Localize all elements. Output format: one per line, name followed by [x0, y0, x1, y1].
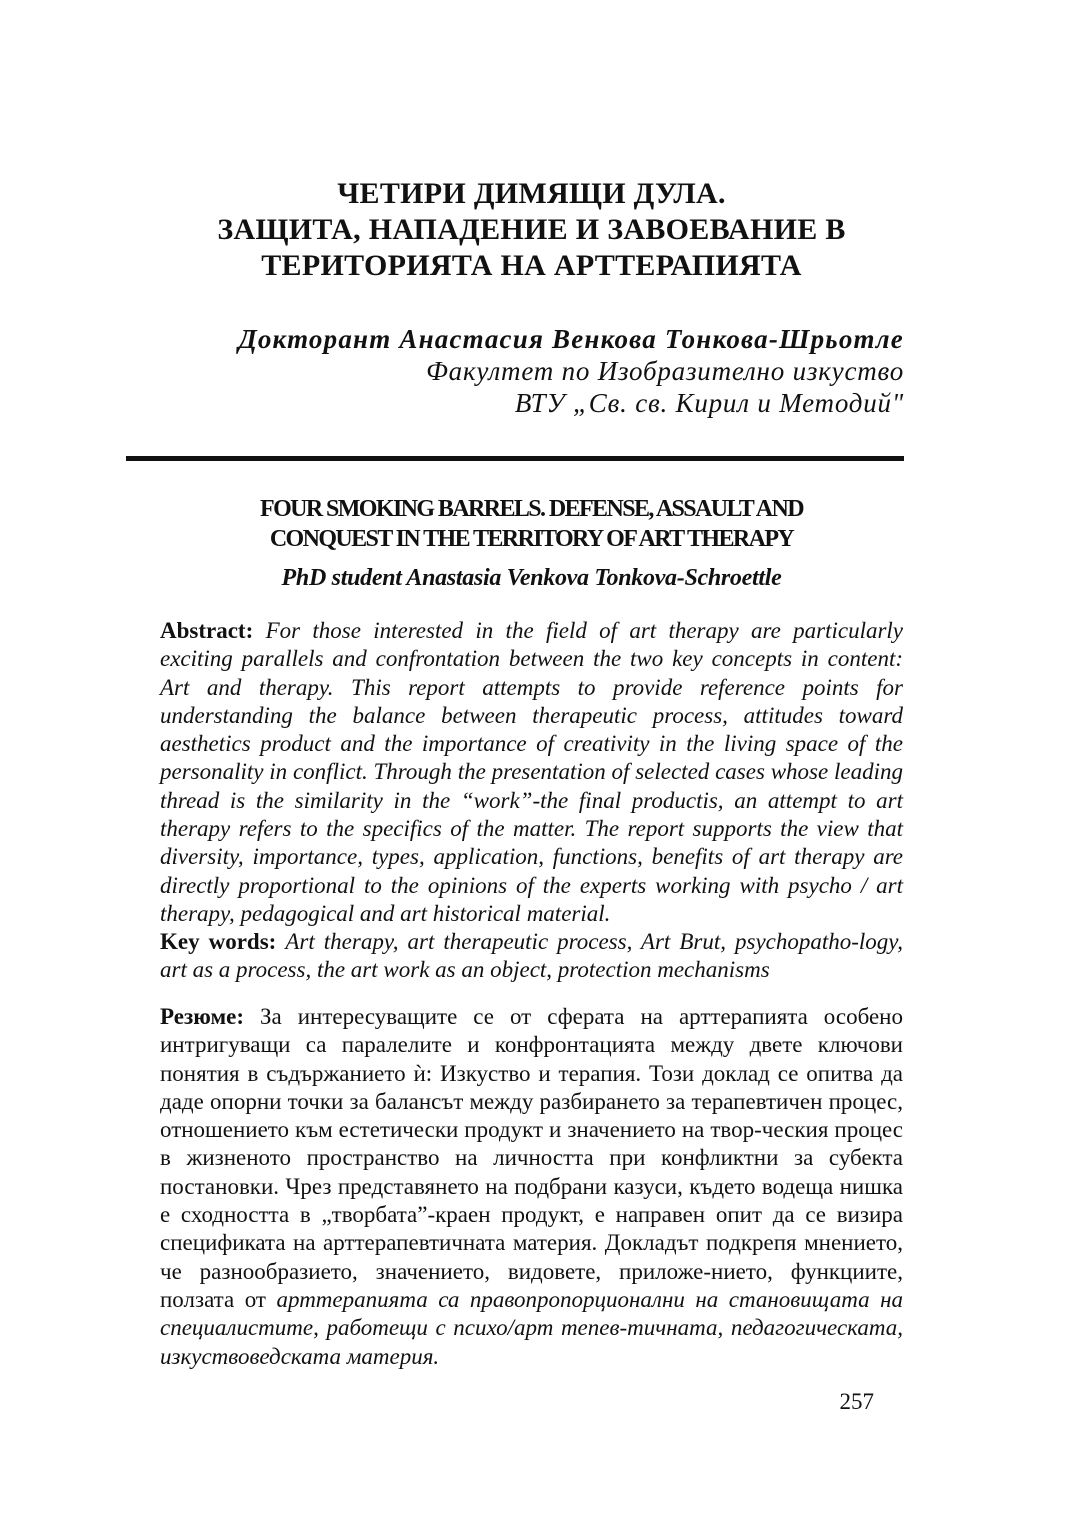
- english-title: [160, 494, 903, 554]
- english-title-line-1: FOUR SMOKING BARRELS. DEFENSE, ASSAULT AND: [260, 496, 803, 522]
- english-author: PhD student Anastasia Venkova Tonkova-Schroettle: [281, 565, 782, 591]
- resume-text-italic: арттерапията са правопропорционални на становищата на специалистите, работещи с психо/арт тепев-тичната, педагогическата, изкуствоведската материя.: [160, 1286, 904, 1369]
- keywords-label: Key words:: [160, 929, 277, 954]
- horizontal-rule: [126, 456, 904, 461]
- resume-text: За интересуващите се от сферата на арттерапията особено интригуващи са паралелите и конфронтацията между двете ключови понятия в съдържанието ѝ: Изкуство и терапия. Този доклад се опитва да даде опорни точки за балансът между разбирането за терапевтичен процес, отношението към естетически продукт и значението на твор-ческия процес в жизненото пространство на личността при конфликтни за субекта постановки. Чрез представянето на подбрани казуси, където водеща нишка е сходността в „творбата”-краен продукт, е направен опит да се визира спецификата на арттерапевтичната материя. Докладът подкрепя мнението, че разнообразието, значението, видовете, приложе-нието, функциите, ползата от: [160, 1004, 903, 1312]
- resume-paragraph: [160, 1003, 903, 1371]
- abstract-paragraph: [160, 617, 903, 928]
- bulgarian-title-line-2: ЗАЩИТА, НАПАДЕНИЕ И ЗАВОЕВАНИЕ В: [217, 213, 846, 246]
- abstract-label: Abstract:: [160, 618, 254, 643]
- keywords-paragraph: [160, 928, 903, 985]
- author-faculty: Факултет по Изобразително изкуство: [426, 356, 904, 386]
- bulgarian-title-line-1: ЧЕТИРИ ДИМЯЩИ ДУЛА.: [337, 177, 726, 210]
- resume-label: Резюме:: [160, 1004, 245, 1029]
- abstract-text: For those interested in the field of art therapy are particularly exciting parallels and confrontation between the two key concepts in content: Art and therapy. This report attempts to provide reference points for understanding the balance between therapeutic process, attitudes toward aesthetics product and the importance of creativity in the living space of the personality in conflict. Through the presentation of selected cases whose leading thread is the similarity in the “work”-the final productis, an attempt to art therapy refers to the specifics of the matter. The report supports the view that diversity, importance, types, application, functions, benefits of art therapy are directly proportional to the opinions of the experts working with psycho / art therapy, pedagogical and art historical material.: [160, 618, 904, 926]
- author-name: Докторант Анастасия Венкова Тонкова-Шрьотле: [238, 324, 904, 354]
- page-number: 257: [839, 1389, 874, 1414]
- keywords-text: Art therapy, art therapeutic process, Art Brut, psychopatho-logy, art as a process, the art work as an object, protection mechanisms: [160, 929, 904, 983]
- bulgarian-title: [160, 176, 903, 284]
- bulgarian-title-line-3: ТЕРИТОРИЯТА НА АРТТЕРАПИЯТА: [261, 249, 802, 282]
- author-block: [238, 323, 904, 419]
- english-title-line-2: CONQUEST IN THE TERRITORY OF ART THERAPY: [269, 526, 794, 552]
- author-university: ВТУ „Св. св. Кирил и Методий": [514, 388, 904, 418]
